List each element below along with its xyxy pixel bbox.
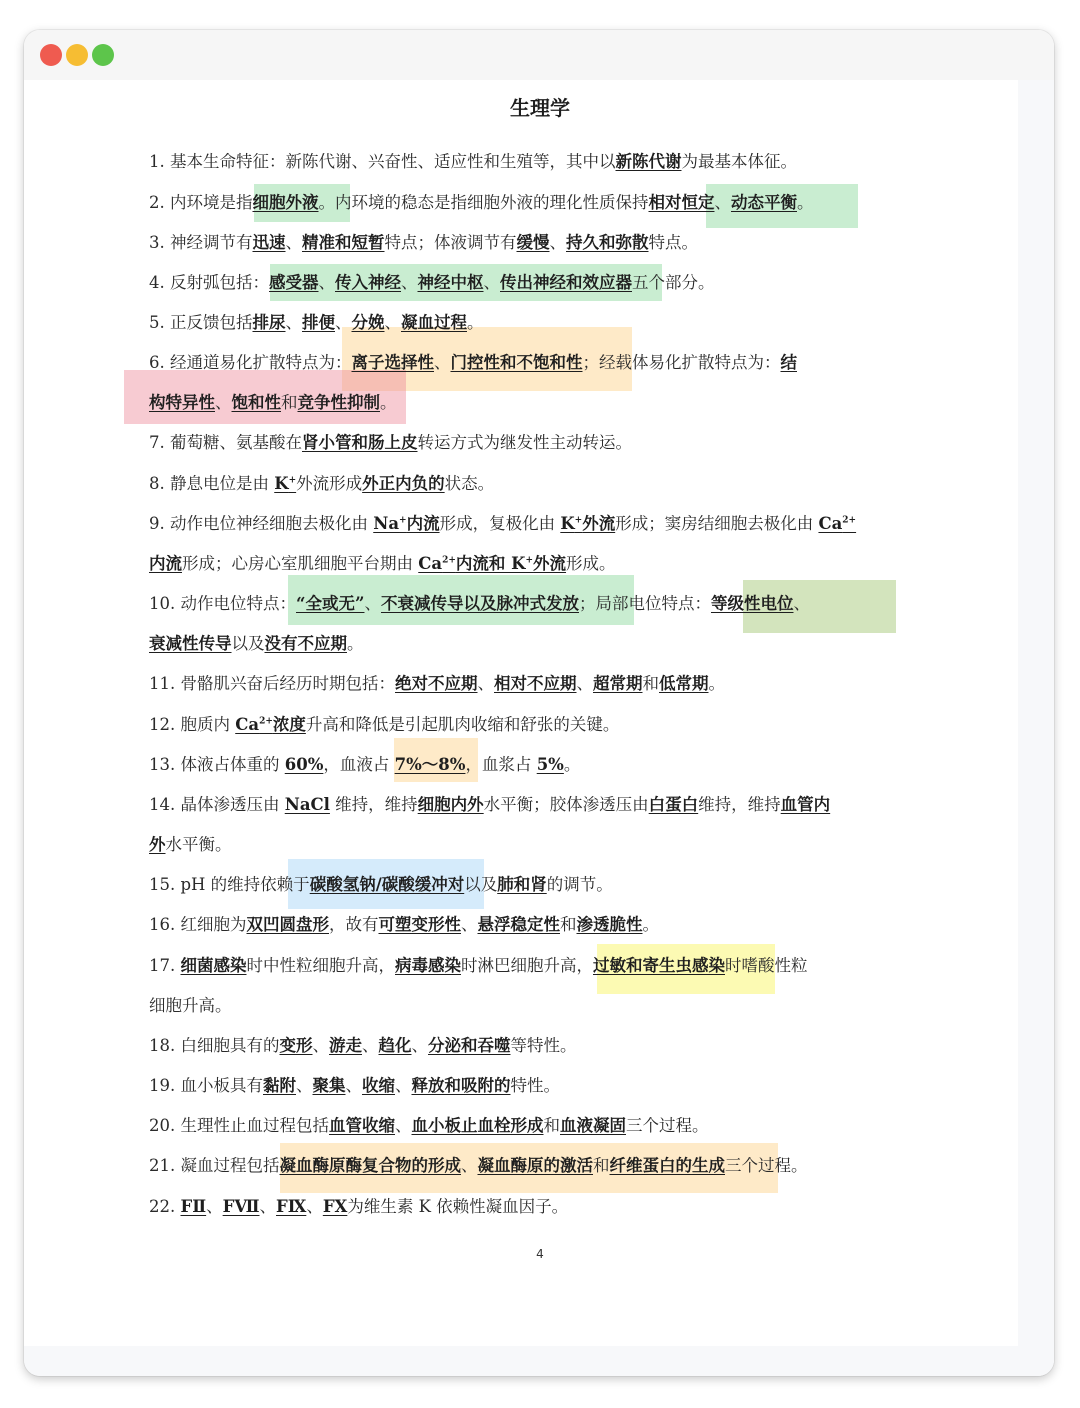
page-number: 4 xyxy=(536,1247,544,1261)
text-run: 时嗜酸性粒 xyxy=(725,956,808,975)
key-term: 白蛋白 xyxy=(648,795,699,814)
text-run: 三个过程。 xyxy=(626,1116,709,1135)
text-run: 16. 红细胞为 xyxy=(149,915,247,934)
key-term: 分泌和吞噬 xyxy=(428,1036,511,1055)
text-run: 细胞升高。 xyxy=(149,996,232,1015)
text-run: 特点；体液调节有 xyxy=(384,233,517,252)
text-run: 、 xyxy=(411,1036,428,1055)
text-run: ，故有 xyxy=(329,915,379,934)
text-run: 、 xyxy=(318,273,335,292)
text-run: 水平衡；胶体渗透压由 xyxy=(483,795,649,814)
text-run: 为最基本体征。 xyxy=(681,152,797,171)
bottom-margin-strip xyxy=(24,1346,1054,1376)
key-term: 碳酸氢钠/碳酸缓冲对 xyxy=(309,875,465,894)
right-margin-strip xyxy=(1018,80,1054,1376)
key-term: 收缩 xyxy=(362,1076,395,1095)
item-line xyxy=(149,351,879,375)
text-run: 、 xyxy=(362,1036,379,1055)
text-run: 、 xyxy=(345,1076,362,1095)
key-term: 变形 xyxy=(279,1036,313,1055)
text-run: 、 xyxy=(395,1116,412,1135)
key-term: 外流 xyxy=(582,514,616,533)
key-term: 5% xyxy=(536,755,564,774)
key-term: 内流 xyxy=(149,554,182,573)
text-run: 。 xyxy=(708,674,725,693)
item-line xyxy=(149,1114,879,1138)
text-run: 4. 反射弧包括： xyxy=(149,273,269,292)
key-term: 饱和性 xyxy=(231,393,281,412)
text-run: 状态。 xyxy=(444,474,495,493)
text-run: 、 xyxy=(549,233,566,252)
key-term: 病毒感染 xyxy=(395,956,461,975)
key-term: 感受器 xyxy=(269,273,319,292)
key-term: 动态平衡 xyxy=(731,193,797,212)
key-term: 聚集 xyxy=(312,1076,346,1095)
text-run: 。 xyxy=(347,634,364,653)
item-line xyxy=(149,271,879,295)
superscript: + xyxy=(399,515,407,526)
text-run: 五个部分。 xyxy=(632,273,715,292)
item-line xyxy=(149,632,879,656)
key-term: 肺和肾 xyxy=(497,875,547,894)
item-line xyxy=(149,150,879,174)
key-term: 凝血酶原酶复合物的形成 xyxy=(279,1156,461,1175)
item-line xyxy=(149,833,879,857)
key-term: 60% xyxy=(284,755,324,774)
key-term: 结 xyxy=(780,353,797,372)
key-term: 渗透脆性 xyxy=(576,915,643,934)
key-term: 离子选择性 xyxy=(351,353,434,372)
text-run: 11. 骨骼肌兴奋后经历时期包括： xyxy=(149,674,395,693)
key-term: 内流 xyxy=(406,514,440,533)
item-line xyxy=(149,391,879,415)
key-term: 排尿 xyxy=(252,313,286,332)
item-line xyxy=(149,1074,879,1098)
text-run: 、 xyxy=(461,1156,478,1175)
key-term: 等级性电位 xyxy=(710,594,794,613)
key-term: 释放和吸附的 xyxy=(411,1076,511,1095)
text-run: 外流形成 xyxy=(296,474,363,493)
key-term: 血小板止血栓形成 xyxy=(411,1116,544,1135)
key-term: 纤维蛋白的生成 xyxy=(609,1156,725,1175)
key-term: 传入神经 xyxy=(335,273,401,292)
text-run: 、 xyxy=(285,233,302,252)
text-run: 、 xyxy=(434,353,451,372)
superscript: + xyxy=(574,515,583,526)
text-run: 升高和降低是引起肌肉收缩和舒张的关键。 xyxy=(305,715,620,734)
key-term: 相对不应期 xyxy=(494,674,577,693)
key-term: 没有不应期 xyxy=(264,634,347,653)
superscript: 2+ xyxy=(442,555,456,566)
key-term: 细胞外液 xyxy=(252,193,319,212)
item-line xyxy=(149,672,879,696)
text-run: 和 xyxy=(543,1116,560,1135)
key-term: $Ca^{2+}$ xyxy=(235,715,273,734)
item-line xyxy=(149,552,879,576)
text-run: 形成，复极化由 xyxy=(439,514,561,533)
text-run: 形成；窦房结细胞去极化由 xyxy=(615,514,819,533)
key-term: 细胞内外 xyxy=(417,795,484,814)
key-term: 持久和弥散 xyxy=(566,233,649,252)
text-run: 3. 神经调节有 xyxy=(149,233,253,252)
item-line xyxy=(149,512,879,536)
key-term: 低常期 xyxy=(659,674,709,693)
item-line xyxy=(149,431,879,455)
text-run: 时中性粒细胞升高， xyxy=(246,956,395,975)
text-run: 、 xyxy=(306,1197,323,1216)
text-run: 21. 凝血过程包括 xyxy=(149,1156,280,1175)
key-term: 新陈代谢 xyxy=(615,152,682,171)
superscript: + xyxy=(525,555,534,566)
text-run: 和 xyxy=(642,674,659,693)
item-line xyxy=(149,311,879,335)
key-term: Na+ xyxy=(373,514,407,533)
text-run: 19. 血小板具有 xyxy=(149,1076,263,1095)
text-run: 6. 经通道易化扩散特点为： xyxy=(149,353,352,372)
item-line xyxy=(149,753,879,777)
text-run: 9. 动作电位神经细胞去极化由 xyxy=(149,514,374,533)
item-line xyxy=(149,994,879,1018)
text-run: 5. 正反馈包括 xyxy=(149,313,253,332)
key-term: “全或无” xyxy=(296,594,365,613)
key-term: 构特异性 xyxy=(149,393,215,412)
text-run: 特性。 xyxy=(510,1076,560,1095)
key-term: FⅩ xyxy=(322,1197,348,1216)
key-term: 外 xyxy=(149,835,166,854)
text-run: 形成。 xyxy=(566,554,616,573)
text-run: 。内环境的稳态是指细胞外液的理化性质保持 xyxy=(318,193,649,212)
text-run: 、 xyxy=(483,273,500,292)
text-run: 18. 白细胞具有的 xyxy=(149,1036,280,1055)
text-run: 转运方式为继发性主动转运。 xyxy=(417,433,632,452)
item-line xyxy=(149,913,879,937)
text-run: 维持，维持 xyxy=(329,795,418,814)
text-run: 10. 动作电位特点： xyxy=(149,594,296,613)
text-run: 为维生素 K 依赖性凝血因子。 xyxy=(347,1197,569,1216)
superscript: + xyxy=(288,475,297,486)
text-run: ，血浆占 xyxy=(465,755,537,774)
text-run: 维持，维持 xyxy=(698,795,781,814)
key-term: 传出神经和效应器 xyxy=(500,273,632,292)
text-run: 、 xyxy=(461,915,478,934)
text-run: 17. xyxy=(149,956,181,975)
text-run: 以及 xyxy=(464,875,498,894)
text-run: 。 xyxy=(467,313,484,332)
key-term: 双凹圆盘形 xyxy=(246,915,329,934)
key-term: NaCl xyxy=(284,795,330,814)
text-run: 和 xyxy=(281,393,298,412)
text-run: 、 xyxy=(259,1197,277,1216)
item-line xyxy=(149,231,879,255)
item-line xyxy=(149,472,879,496)
text-run: 12. 胞质内 xyxy=(149,715,236,734)
text-run: 。 xyxy=(642,915,659,934)
key-term: $Ca^{2+}$ xyxy=(818,514,857,533)
text-run: 、 xyxy=(401,273,418,292)
item-line xyxy=(149,873,879,897)
text-run: 、 xyxy=(285,313,302,332)
key-term: 分娩 xyxy=(351,313,385,332)
text-run: 、 xyxy=(477,674,494,693)
text-run: ；经载体易化扩散特点为： xyxy=(582,353,781,372)
text-run: 。 xyxy=(380,393,397,412)
key-term: 缓慢 xyxy=(516,233,550,252)
key-term: 超常期 xyxy=(593,674,643,693)
text-run: 特点。 xyxy=(648,233,698,252)
key-term: 7%～8% xyxy=(394,755,466,774)
text-run: 、 xyxy=(296,1076,313,1095)
text-run: 和 xyxy=(560,915,577,934)
item-line xyxy=(149,713,879,737)
text-run: 。 xyxy=(797,193,814,212)
key-term: 肾小管和肠上皮 xyxy=(302,433,418,452)
item-line xyxy=(149,592,879,616)
text-run: ，血液占 xyxy=(323,755,395,774)
text-run: 水平衡。 xyxy=(165,835,232,854)
close-window-button[interactable] xyxy=(40,44,62,66)
key-term: 血管内 xyxy=(780,795,831,814)
text-run: 22. xyxy=(149,1197,181,1216)
text-run: 20. 生理性止血过程包括 xyxy=(149,1116,329,1135)
text-run: 7. 葡萄糖、氨基酸在 xyxy=(149,433,302,452)
text-run: 、 xyxy=(576,674,593,693)
text-run: 、 xyxy=(215,393,232,412)
key-term: K+ xyxy=(560,514,583,533)
text-run: 14. 晶体渗透压由 xyxy=(149,795,285,814)
key-term: 凝血过程 xyxy=(401,313,467,332)
text-run: 。 xyxy=(563,755,581,774)
key-term: 门控性和不饱和性 xyxy=(450,353,583,372)
minimize-window-button[interactable] xyxy=(66,44,88,66)
window-titlebar xyxy=(24,30,1054,81)
key-term: 血管收缩 xyxy=(329,1116,395,1135)
key-term: 外流 xyxy=(533,554,567,573)
item-line xyxy=(149,1195,879,1219)
item-line xyxy=(149,1154,879,1178)
key-term: 排便 xyxy=(302,313,335,332)
text-run: 、 xyxy=(335,313,352,332)
key-term: FⅨ xyxy=(276,1197,307,1216)
text-run: 等特性。 xyxy=(510,1036,577,1055)
text-run: 、 xyxy=(206,1197,223,1216)
key-term: 神经中枢 xyxy=(417,273,484,292)
key-term: 过敏和寄生虫感染 xyxy=(593,956,725,975)
key-term: 浓度 xyxy=(272,715,306,734)
text-run: 以及 xyxy=(231,634,265,653)
key-term: 凝血酶原的激活 xyxy=(477,1156,593,1175)
text-run: 13. 体液占体重的 xyxy=(149,755,285,774)
text-run: 形成；心房心室肌细胞平台期由 xyxy=(182,554,419,573)
text-run: 、 xyxy=(384,313,401,332)
text-run: 15. pH 的维持依赖于 xyxy=(149,875,310,894)
key-term: 迅速 xyxy=(252,233,286,252)
item-line xyxy=(149,954,879,978)
key-term: 悬浮稳定性 xyxy=(477,915,560,934)
key-term: 竞争性抑制 xyxy=(297,393,380,412)
text-run: 8. 静息电位是由 xyxy=(149,474,275,493)
document-title: 生理学 xyxy=(510,96,570,120)
text-run: 、 xyxy=(364,594,381,613)
key-term: FⅡ xyxy=(180,1197,207,1216)
key-term: 衰减性传导 xyxy=(149,634,232,653)
key-term: 内流和 K+ xyxy=(455,554,534,573)
text-run: 和 xyxy=(593,1156,610,1175)
key-term: FⅦ xyxy=(222,1197,260,1216)
key-term: 外正内负的 xyxy=(362,474,445,493)
text-run: 、 xyxy=(395,1076,412,1095)
key-term: 相对恒定 xyxy=(648,193,715,212)
key-term: 细菌感染 xyxy=(180,956,247,975)
key-term: 可塑变形性 xyxy=(378,915,461,934)
key-term: 趋化 xyxy=(378,1036,412,1055)
text-run: 三个过程。 xyxy=(725,1156,808,1175)
superscript: 2+ xyxy=(259,716,273,727)
key-term: K+ xyxy=(274,474,297,493)
text-run: 的调节。 xyxy=(546,875,613,894)
maximize-window-button[interactable] xyxy=(92,44,114,66)
text-run: 、 xyxy=(793,594,810,613)
key-term: 游走 xyxy=(329,1036,362,1055)
text-run: 2. 内环境是指 xyxy=(149,193,253,212)
key-term: $Ca^{2+}$ xyxy=(418,554,456,573)
key-term: 精准和短暂 xyxy=(302,233,385,252)
key-term: 不衰减传导以及脉冲式发放 xyxy=(380,594,579,613)
key-term: 血液凝固 xyxy=(560,1116,626,1135)
text-run: ；局部电位特点： xyxy=(578,594,711,613)
superscript: 2+ xyxy=(842,515,857,526)
key-term: 绝对不应期 xyxy=(395,674,478,693)
text-run: 1. 基本生命特征：新陈代谢、兴奋性、适应性和生殖等，其中以 xyxy=(149,152,616,171)
text-run: 、 xyxy=(312,1036,329,1055)
item-line xyxy=(149,191,879,215)
item-line xyxy=(149,1034,879,1058)
text-run: 、 xyxy=(714,193,731,212)
key-term: 黏附 xyxy=(263,1076,296,1095)
item-line xyxy=(149,793,879,817)
text-run: 时淋巴细胞升高， xyxy=(461,956,593,975)
